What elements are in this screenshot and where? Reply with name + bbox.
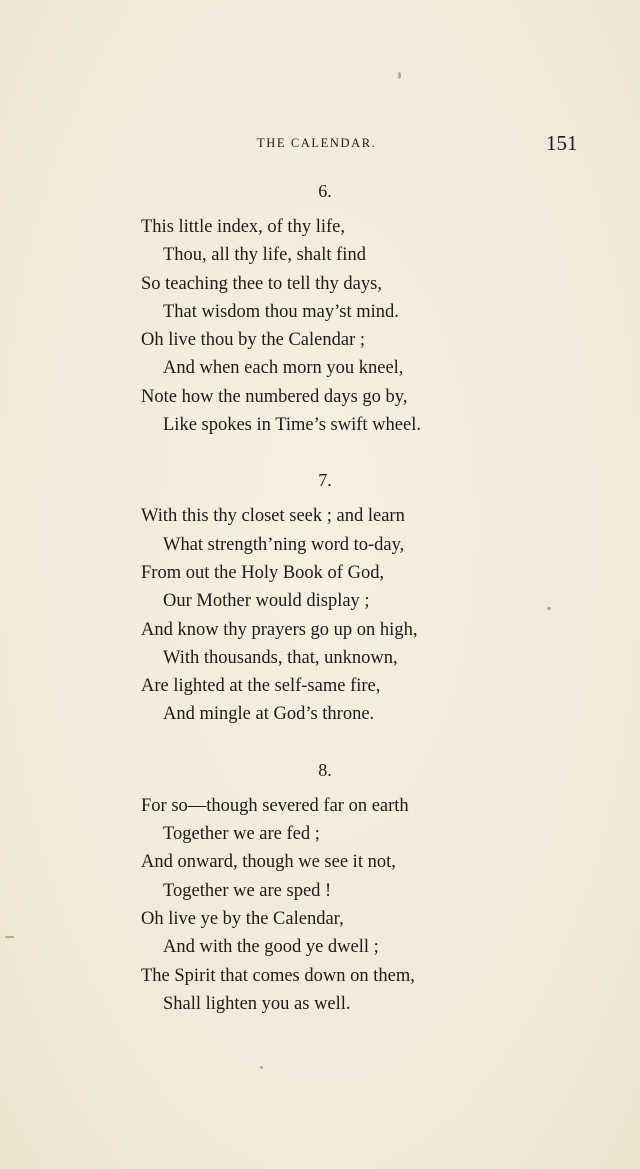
stanza-lines <box>0 502 640 728</box>
verse-line: The Spirit that comes down on them, <box>141 965 415 986</box>
stanza-7 <box>0 465 640 728</box>
paper-speck <box>260 1066 263 1069</box>
verse-line: Oh live ye by the Calendar, <box>141 908 344 929</box>
verse-line: With this thy closet seek ; and learn <box>141 506 405 527</box>
verse-line: From out the Holy Book of God, <box>141 562 385 583</box>
paper-speck <box>5 936 14 938</box>
verse-line: Note how the numbered days go by, <box>141 386 408 407</box>
poem <box>0 176 640 1044</box>
stanza-lines <box>0 792 640 1018</box>
verse-line: Together we are sped ! <box>163 880 332 901</box>
verse-line: Shall lighten you as well. <box>163 993 351 1014</box>
verse-line: And when each morn you kneel, <box>163 358 404 379</box>
verse-line: Like spokes in Time’s swift wheel. <box>163 415 421 436</box>
verse-line: That wisdom thou may’st mind. <box>163 301 399 322</box>
stanza-lines <box>0 213 640 439</box>
running-head <box>0 133 640 157</box>
stanza-number: 7. <box>318 470 332 491</box>
verse-line: Oh live thou by the Calendar ; <box>141 330 366 351</box>
running-title: THE CALENDAR. <box>257 136 377 150</box>
verse-line: And know thy prayers go up on high, <box>141 619 418 640</box>
verse-line: Thou, all thy life, shalt find <box>163 245 366 266</box>
stanza-6 <box>0 176 640 439</box>
verse-line: Our Mother would display ; <box>163 591 370 612</box>
verse-line: So teaching thee to tell thy days, <box>141 273 382 294</box>
verse-line: For so—though severed far on earth <box>141 795 409 816</box>
page-number: 151 <box>546 131 578 155</box>
verse-line: Are lighted at the self-same fire, <box>141 676 381 697</box>
verse-line: With thousands, that, unknown, <box>163 647 398 668</box>
stanza-number: 6. <box>318 181 332 201</box>
verse-line: This little index, of thy life, <box>141 217 345 237</box>
paper-speck <box>398 72 401 79</box>
paper-speck <box>547 607 551 610</box>
stanza-number: 8. <box>318 759 332 780</box>
verse-line: And with the good ye dwell ; <box>163 937 379 958</box>
stanza-8 <box>0 755 640 1018</box>
verse-line: And mingle at God’s throne. <box>163 704 375 725</box>
verse-line: And onward, though we see it not, <box>141 852 396 873</box>
verse-line: What strength’ning word to-day, <box>163 534 405 555</box>
verse-line: Together we are fed ; <box>163 824 320 845</box>
